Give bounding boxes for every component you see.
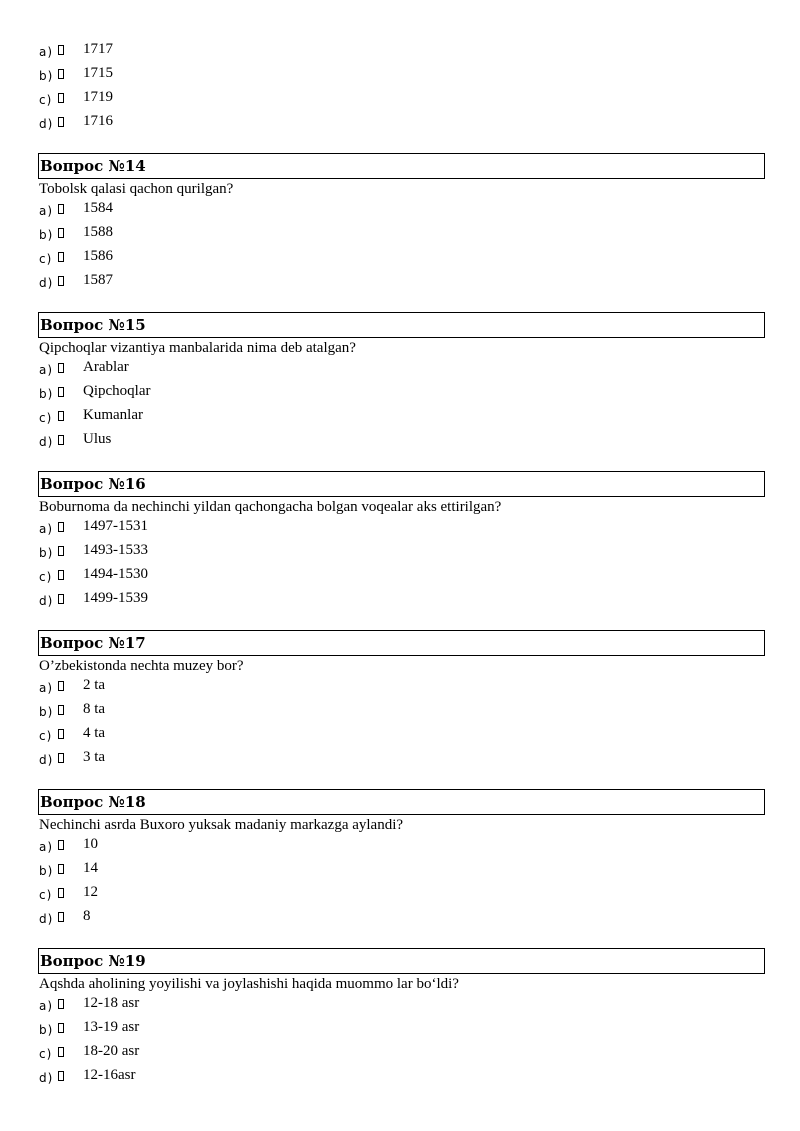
- option-text: 2 ta: [83, 677, 106, 693]
- option-letter: a): [39, 363, 54, 377]
- option-text: 1493-1533: [83, 542, 148, 558]
- answer-option-a[interactable]: [38, 835, 765, 859]
- question-header: Вопрос №14: [38, 153, 765, 179]
- answer-options: [38, 835, 765, 931]
- checkbox-icon[interactable]: [58, 363, 64, 373]
- answer-option-d[interactable]: [38, 430, 765, 454]
- option-letter: d): [39, 594, 54, 608]
- checkbox-icon[interactable]: [58, 864, 64, 874]
- option-letter: b): [39, 705, 54, 719]
- option-text: 12-18 asr: [83, 995, 140, 1011]
- question-header: Вопрос №19: [38, 948, 765, 974]
- answer-option-a[interactable]: [38, 517, 765, 541]
- checkbox-icon[interactable]: [58, 411, 64, 421]
- answer-option-d[interactable]: [38, 907, 765, 931]
- question-text: Tobolsk qalasi qachon qurilgan?: [39, 181, 234, 197]
- option-letter: d): [39, 276, 54, 290]
- answer-option-d[interactable]: [38, 271, 765, 295]
- option-letter: d): [39, 912, 54, 926]
- option-text: 1494-1530: [83, 566, 148, 582]
- option-letter: d): [39, 435, 54, 449]
- answer-option-b[interactable]: [38, 700, 765, 724]
- answer-option-d[interactable]: [38, 1066, 765, 1090]
- option-text: 1499-1539: [83, 590, 148, 606]
- checkbox-icon[interactable]: [58, 387, 64, 397]
- option-letter: d): [39, 1071, 54, 1085]
- option-text: 18-20 asr: [83, 1043, 140, 1059]
- option-text: 8 ta: [83, 701, 106, 717]
- answer-option-c[interactable]: [38, 88, 765, 112]
- option-text: Kumanlar: [83, 407, 143, 423]
- option-text: 1584: [83, 200, 113, 216]
- answer-option-c[interactable]: [38, 883, 765, 907]
- answer-option-c[interactable]: [38, 724, 765, 748]
- answer-option-a[interactable]: [38, 676, 765, 700]
- question-text: Qipchoqlar vizantiya manbalarida nima deb atalgan?: [39, 340, 356, 356]
- previous-question-options: [38, 40, 765, 136]
- option-letter: b): [39, 228, 54, 242]
- question-header: Вопрос №16: [38, 471, 765, 497]
- answer-option-c[interactable]: [38, 1042, 765, 1066]
- option-text: 1717: [83, 41, 113, 57]
- answer-option-a[interactable]: [38, 199, 765, 223]
- question-header: Вопрос №15: [38, 312, 765, 338]
- option-letter: b): [39, 69, 54, 83]
- checkbox-icon[interactable]: [58, 912, 64, 922]
- answer-option-b[interactable]: [38, 382, 765, 406]
- answer-option-a[interactable]: [38, 40, 765, 64]
- checkbox-icon[interactable]: [58, 252, 64, 262]
- checkbox-icon[interactable]: [58, 1023, 64, 1033]
- answer-option-c[interactable]: [38, 247, 765, 271]
- answer-option-a[interactable]: [38, 994, 765, 1018]
- option-text: Ulus: [83, 431, 112, 447]
- checkbox-icon[interactable]: [58, 93, 64, 103]
- option-letter: c): [39, 729, 53, 743]
- checkbox-icon[interactable]: [58, 546, 64, 556]
- option-text: 10: [83, 836, 98, 852]
- checkbox-icon[interactable]: [58, 1071, 64, 1081]
- option-text: 1587: [83, 272, 113, 288]
- answer-option-d[interactable]: [38, 112, 765, 136]
- question-text: Boburnoma da nechinchi yildan qachongacha bolgan voqealar aks ettirilgan?: [39, 499, 502, 515]
- option-text: 1719: [83, 89, 113, 105]
- answer-option-c[interactable]: [38, 565, 765, 589]
- option-text: 12-16asr: [83, 1067, 136, 1083]
- option-text: 13-19 asr: [83, 1019, 140, 1035]
- checkbox-icon[interactable]: [58, 276, 64, 286]
- option-text: 1588: [83, 224, 113, 240]
- checkbox-icon[interactable]: [58, 69, 64, 79]
- option-text: 3 ta: [83, 749, 106, 765]
- answer-options: [38, 517, 765, 613]
- option-letter: b): [39, 387, 54, 401]
- checkbox-icon[interactable]: [58, 570, 64, 580]
- answer-option-d[interactable]: [38, 748, 765, 772]
- option-letter: c): [39, 570, 53, 584]
- option-letter: a): [39, 840, 54, 854]
- checkbox-icon[interactable]: [58, 840, 64, 850]
- option-text: 8: [83, 908, 91, 924]
- question-block-15: [38, 312, 765, 454]
- checkbox-icon[interactable]: [58, 594, 64, 604]
- option-text: 1716: [83, 113, 113, 129]
- checkbox-icon[interactable]: [58, 45, 64, 55]
- question-text: Nechinchi asrda Buxoro yuksak madaniy markazga aylandi?: [39, 817, 404, 833]
- option-letter: c): [39, 252, 53, 266]
- checkbox-icon[interactable]: [58, 681, 64, 691]
- question-block-18: [38, 789, 765, 931]
- answer-option-d[interactable]: [38, 589, 765, 613]
- answer-options: [38, 199, 765, 295]
- answer-option-c[interactable]: [38, 406, 765, 430]
- option-letter: a): [39, 999, 54, 1013]
- option-letter: d): [39, 117, 54, 131]
- option-letter: b): [39, 864, 54, 878]
- option-text: 12: [83, 884, 98, 900]
- checkbox-icon[interactable]: [58, 117, 64, 127]
- option-letter: d): [39, 753, 54, 767]
- question-block-16: [38, 471, 765, 613]
- option-letter: a): [39, 681, 54, 695]
- option-letter: a): [39, 45, 54, 59]
- checkbox-icon[interactable]: [58, 729, 64, 739]
- option-text: 1586: [83, 248, 113, 264]
- question-block-17: [38, 630, 765, 772]
- answer-options: [38, 676, 765, 772]
- option-text: 1715: [83, 65, 113, 81]
- answer-option-b[interactable]: [38, 1018, 765, 1042]
- checkbox-icon[interactable]: [58, 999, 64, 1009]
- answer-option-b[interactable]: [38, 223, 765, 247]
- checkbox-icon[interactable]: [58, 204, 64, 214]
- question-block-14: [38, 153, 765, 295]
- option-letter: a): [39, 522, 54, 536]
- checkbox-icon[interactable]: [58, 522, 64, 532]
- checkbox-icon[interactable]: [58, 705, 64, 715]
- option-text: 1497-1531: [83, 518, 148, 534]
- answer-options: [38, 358, 765, 454]
- answer-options: [38, 40, 765, 136]
- option-text: 14: [83, 860, 98, 876]
- option-letter: c): [39, 1047, 53, 1061]
- option-letter: b): [39, 1023, 54, 1037]
- checkbox-icon[interactable]: [58, 1047, 64, 1057]
- answer-option-b[interactable]: [38, 541, 765, 565]
- question-header: Вопрос №18: [38, 789, 765, 815]
- checkbox-icon[interactable]: [58, 753, 64, 763]
- option-letter: c): [39, 411, 53, 425]
- question-text: Aqshda aholining yoyilishi va joylashishi haqida muommo lar bo‘ldi?: [39, 976, 459, 992]
- checkbox-icon[interactable]: [58, 888, 64, 898]
- option-letter: b): [39, 546, 54, 560]
- answer-option-b[interactable]: [38, 859, 765, 883]
- answer-option-a[interactable]: [38, 358, 765, 382]
- option-letter: c): [39, 888, 53, 902]
- checkbox-icon[interactable]: [58, 435, 64, 445]
- answer-option-b[interactable]: [38, 64, 765, 88]
- question-text: O’zbekistonda nechta muzey bor?: [39, 658, 244, 674]
- option-letter: c): [39, 93, 53, 107]
- option-text: Qipchoqlar: [83, 383, 151, 399]
- option-text: Arablar: [83, 359, 129, 375]
- question-header: Вопрос №17: [38, 630, 765, 656]
- question-block-19: [38, 948, 765, 1090]
- option-text: 4 ta: [83, 725, 106, 741]
- checkbox-icon[interactable]: [58, 228, 64, 238]
- answer-options: [38, 994, 765, 1090]
- option-letter: a): [39, 204, 54, 218]
